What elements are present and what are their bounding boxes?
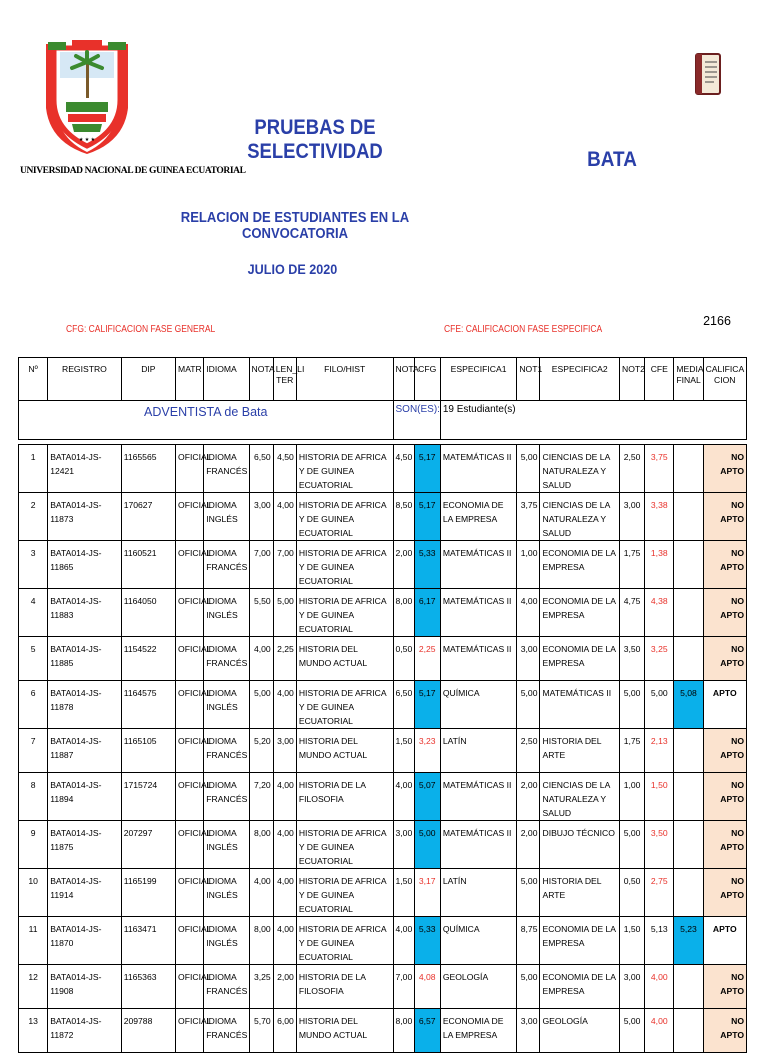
cell-idioma: IDIOMA FRANCÉS bbox=[204, 637, 249, 681]
cell-not1: 3,00 bbox=[517, 1009, 540, 1053]
cell-calificacion: NO APTO bbox=[703, 869, 746, 917]
cell-media-final bbox=[674, 965, 703, 1009]
cell-nota: 8,00 bbox=[249, 821, 273, 869]
cell-especifica2: CIENCIAS DE LA NATURALEZA Y SALUD bbox=[540, 493, 620, 541]
cell-nota: 3,25 bbox=[249, 965, 273, 1009]
cell-media-final bbox=[674, 445, 703, 493]
cell-filo-hist: HISTORIA DE AFRICA Y DE GUINEA ECUATORIAL bbox=[296, 541, 393, 589]
cell-nota: 4,00 bbox=[249, 869, 273, 917]
col-header-calificacion bbox=[703, 358, 746, 401]
row-number: 10 bbox=[19, 869, 48, 917]
col-header-cfe: CFE bbox=[645, 358, 674, 401]
cell-idioma: IDIOMA FRANCÉS bbox=[204, 965, 249, 1009]
col-header-cfg: CFG bbox=[414, 358, 440, 401]
cell-not1: 5,00 bbox=[517, 869, 540, 917]
cell-cfe: 2,13 bbox=[645, 729, 674, 773]
cell-especifica2: ECONOMIA DE LA EMPRESA bbox=[540, 541, 620, 589]
table-row bbox=[19, 1009, 747, 1053]
cell-len-liter: 4,50 bbox=[273, 445, 296, 493]
cell-nota2: 4,50 bbox=[393, 445, 414, 493]
cell-registro: BATA014-JS-11894 bbox=[48, 773, 122, 821]
cell-registro: BATA014-JS-11878 bbox=[48, 681, 122, 729]
cell-dip: 1165199 bbox=[121, 869, 175, 917]
row-number: 3 bbox=[19, 541, 48, 589]
cell-nota2: 3,00 bbox=[393, 821, 414, 869]
cell-idioma: IDIOMA INGLÉS bbox=[204, 869, 249, 917]
table-row bbox=[19, 821, 747, 869]
table-row bbox=[19, 917, 747, 965]
cell-registro: BATA014-JS-11875 bbox=[48, 821, 122, 869]
cell-calificacion: NO APTO bbox=[703, 637, 746, 681]
cell-idioma: IDIOMA FRANCÉS bbox=[204, 1009, 249, 1053]
cell-idioma: IDIOMA FRANCÉS bbox=[204, 541, 249, 589]
table-row bbox=[19, 681, 747, 729]
total-count: 2166 bbox=[703, 314, 731, 328]
cell-media-final bbox=[674, 729, 703, 773]
cell-filo-hist: HISTORIA DE LA FILOSOFIA bbox=[296, 965, 393, 1009]
cell-len-liter: 2,25 bbox=[273, 637, 296, 681]
cell-not2: 5,00 bbox=[620, 1009, 645, 1053]
table-row bbox=[19, 729, 747, 773]
cell-nota: 7,20 bbox=[249, 773, 273, 821]
cell-media-final bbox=[674, 773, 703, 821]
cell-especifica2: GEOLOGÍA bbox=[540, 1009, 620, 1053]
cell-matr: OFICIAL bbox=[176, 681, 204, 729]
cell-nota2: 0,50 bbox=[393, 637, 414, 681]
cell-cfg: 3,17 bbox=[414, 869, 440, 917]
cell-dip: 1163471 bbox=[121, 917, 175, 965]
cell-nota2: 1,50 bbox=[393, 729, 414, 773]
cell-len-liter: 4,00 bbox=[273, 681, 296, 729]
cell-nota2: 7,00 bbox=[393, 965, 414, 1009]
cell-calificacion: APTO bbox=[703, 917, 746, 965]
header-line: CALIFICA bbox=[705, 364, 745, 374]
cell-cfe: 3,38 bbox=[645, 493, 674, 541]
cfe-legend: CFE: CALIFICACION FASE ESPECIFICA bbox=[444, 324, 603, 335]
table-row bbox=[19, 493, 747, 541]
cfg-legend: CFG: CALIFICACION FASE GENERAL bbox=[66, 324, 216, 335]
cell-filo-hist: HISTORIA DE AFRICA Y DE GUINEA ECUATORIAL bbox=[296, 869, 393, 917]
col-header-especifica2: ESPECIFICA2 bbox=[540, 358, 620, 401]
cell-idioma: IDIOMA FRANCÉS bbox=[204, 729, 249, 773]
cell-nota: 7,00 bbox=[249, 541, 273, 589]
cell-nota: 5,70 bbox=[249, 1009, 273, 1053]
cell-filo-hist: HISTORIA DEL MUNDO ACTUAL bbox=[296, 729, 393, 773]
cell-cfg: 5,17 bbox=[414, 493, 440, 541]
cell-nota: 5,00 bbox=[249, 681, 273, 729]
cell-media-final bbox=[674, 821, 703, 869]
cell-cfg: 5,07 bbox=[414, 773, 440, 821]
cell-registro: BATA014-JS-12421 bbox=[48, 445, 122, 493]
cell-not1: 2,50 bbox=[517, 729, 540, 773]
cell-media-final: 5,08 bbox=[674, 681, 703, 729]
cell-filo-hist: HISTORIA DEL MUNDO ACTUAL bbox=[296, 1009, 393, 1053]
cell-especifica2: HISTORIA DEL ARTE bbox=[540, 869, 620, 917]
cell-cfg: 4,08 bbox=[414, 965, 440, 1009]
cell-nota: 5,20 bbox=[249, 729, 273, 773]
page-subtitle: RELACION DE ESTUDIANTES EN LA CONVOCATORIA bbox=[180, 210, 410, 242]
col-header-matr: MATR bbox=[176, 358, 204, 401]
cell-not1: 2,00 bbox=[517, 821, 540, 869]
cell-not1: 5,00 bbox=[517, 681, 540, 729]
cell-nota2: 1,50 bbox=[393, 869, 414, 917]
table-row bbox=[19, 589, 747, 637]
cell-registro: BATA014-JS-11914 bbox=[48, 869, 122, 917]
cell-media-final bbox=[674, 637, 703, 681]
cell-nota: 3,00 bbox=[249, 493, 273, 541]
cell-len-liter: 4,00 bbox=[273, 917, 296, 965]
cell-cfe: 1,38 bbox=[645, 541, 674, 589]
cell-dip: 1154522 bbox=[121, 637, 175, 681]
col-header-especifica1: ESPECIFICA1 bbox=[440, 358, 517, 401]
cell-matr: OFICIAL bbox=[176, 493, 204, 541]
table-row bbox=[19, 869, 747, 917]
cell-cfe: 5,00 bbox=[645, 681, 674, 729]
cell-cfg: 5,17 bbox=[414, 681, 440, 729]
cell-calificacion: NO APTO bbox=[703, 1009, 746, 1053]
cell-cfe: 3,50 bbox=[645, 821, 674, 869]
cell-registro: BATA014-JS-11885 bbox=[48, 637, 122, 681]
cell-idioma: IDIOMA INGLÉS bbox=[204, 493, 249, 541]
row-number: 6 bbox=[19, 681, 48, 729]
cell-nota2: 4,00 bbox=[393, 773, 414, 821]
cell-cfe: 4,38 bbox=[645, 589, 674, 637]
cell-calificacion: NO APTO bbox=[703, 773, 746, 821]
col-header-dip: DIP bbox=[121, 358, 175, 401]
col-header-nota: NOTA bbox=[249, 358, 273, 401]
cell-cfg: 5,33 bbox=[414, 541, 440, 589]
cell-registro: BATA014-JS-11887 bbox=[48, 729, 122, 773]
cell-not1: 5,00 bbox=[517, 445, 540, 493]
cell-calificacion: NO APTO bbox=[703, 541, 746, 589]
cell-especifica2: HISTORIA DEL ARTE bbox=[540, 729, 620, 773]
cell-media-final: 5,23 bbox=[674, 917, 703, 965]
cell-especifica2: CIENCIAS DE LA NATURALEZA Y SALUD bbox=[540, 445, 620, 493]
row-number: 4 bbox=[19, 589, 48, 637]
cell-especifica1: MATEMÁTICAS II bbox=[440, 589, 517, 637]
cell-nota: 6,50 bbox=[249, 445, 273, 493]
cell-nota2: 6,50 bbox=[393, 681, 414, 729]
cell-not1: 5,00 bbox=[517, 965, 540, 1009]
cell-especifica1: LATÍN bbox=[440, 729, 517, 773]
cell-matr: OFICIAL bbox=[176, 917, 204, 965]
cell-cfe: 1,50 bbox=[645, 773, 674, 821]
cell-filo-hist: HISTORIA DEL MUNDO ACTUAL bbox=[296, 637, 393, 681]
university-name: UNIVERSIDAD NACIONAL DE GUINEA ECUATORIAL bbox=[20, 166, 246, 176]
cell-registro: BATA014-JS-11870 bbox=[48, 917, 122, 965]
cell-media-final bbox=[674, 493, 703, 541]
cell-not1: 2,00 bbox=[517, 773, 540, 821]
cell-media-final bbox=[674, 541, 703, 589]
cell-filo-hist: HISTORIA DE LA FILOSOFIA bbox=[296, 773, 393, 821]
cell-not2: 0,50 bbox=[620, 869, 645, 917]
cell-especifica2: MATEMÁTICAS II bbox=[540, 681, 620, 729]
cell-especifica1: MATEMÁTICAS II bbox=[440, 637, 517, 681]
row-number: 7 bbox=[19, 729, 48, 773]
cell-calificacion: NO APTO bbox=[703, 965, 746, 1009]
cell-len-liter: 4,00 bbox=[273, 773, 296, 821]
col-header-filo-hist: FILO/HIST bbox=[296, 358, 393, 401]
header-line: MEDIA bbox=[676, 364, 704, 374]
cell-especifica1: MATEMÁTICAS II bbox=[440, 445, 517, 493]
cell-especifica2: DIBUJO TÉCNICO bbox=[540, 821, 620, 869]
group-student-count: 19 Estudiante(s) bbox=[440, 401, 746, 440]
cell-cfg: 5,00 bbox=[414, 821, 440, 869]
students-table bbox=[18, 357, 747, 1053]
cell-calificacion: APTO bbox=[703, 681, 746, 729]
col-header-media-final bbox=[674, 358, 703, 401]
cell-filo-hist: HISTORIA DE AFRICA Y DE GUINEA ECUATORIAL bbox=[296, 681, 393, 729]
cell-not2: 3,00 bbox=[620, 493, 645, 541]
row-number: 5 bbox=[19, 637, 48, 681]
cell-not2: 3,00 bbox=[620, 965, 645, 1009]
cell-nota: 5,50 bbox=[249, 589, 273, 637]
city-label: BATA bbox=[587, 148, 637, 171]
cell-len-liter: 2,00 bbox=[273, 965, 296, 1009]
row-number: 9 bbox=[19, 821, 48, 869]
session-date: JULIO DE 2020 bbox=[247, 261, 338, 277]
cell-especifica2: ECONOMIA DE LA EMPRESA bbox=[540, 589, 620, 637]
col-header-not1: NOT1 bbox=[517, 358, 540, 401]
cell-cfg: 2,25 bbox=[414, 637, 440, 681]
cell-nota: 4,00 bbox=[249, 637, 273, 681]
cell-not2: 1,00 bbox=[620, 773, 645, 821]
col-header-no: Nº bbox=[19, 358, 48, 401]
cell-not2: 5,00 bbox=[620, 681, 645, 729]
header-line: CION bbox=[714, 375, 736, 385]
cell-idioma: IDIOMA FRANCÉS bbox=[204, 445, 249, 493]
cell-nota2: 8,00 bbox=[393, 589, 414, 637]
cell-especifica1: MATEMÁTICAS II bbox=[440, 773, 517, 821]
cell-dip: 1165363 bbox=[121, 965, 175, 1009]
cell-filo-hist: HISTORIA DE AFRICA Y DE GUINEA ECUATORIAL bbox=[296, 917, 393, 965]
cell-dip: 209788 bbox=[121, 1009, 175, 1053]
cell-len-liter: 6,00 bbox=[273, 1009, 296, 1053]
row-number: 11 bbox=[19, 917, 48, 965]
cell-media-final bbox=[674, 1009, 703, 1053]
cell-matr: OFICIAL bbox=[176, 589, 204, 637]
cell-calificacion: NO APTO bbox=[703, 821, 746, 869]
cell-not1: 3,75 bbox=[517, 493, 540, 541]
cell-especifica2: CIENCIAS DE LA NATURALEZA Y SALUD bbox=[540, 773, 620, 821]
cell-dip: 207297 bbox=[121, 821, 175, 869]
cell-len-liter: 4,00 bbox=[273, 493, 296, 541]
cell-especifica1: ECONOMIA DE LA EMPRESA bbox=[440, 493, 517, 541]
cell-not2: 1,75 bbox=[620, 729, 645, 773]
cell-filo-hist: HISTORIA DE AFRICA Y DE GUINEA ECUATORIAL bbox=[296, 821, 393, 869]
cell-especifica1: LATÍN bbox=[440, 869, 517, 917]
book-icon[interactable] bbox=[694, 52, 722, 96]
cell-dip: 1160521 bbox=[121, 541, 175, 589]
cell-dip: 1165565 bbox=[121, 445, 175, 493]
row-number: 12 bbox=[19, 965, 48, 1009]
cell-calificacion: NO APTO bbox=[703, 493, 746, 541]
cell-calificacion: NO APTO bbox=[703, 729, 746, 773]
col-header-idioma: IDIOMA bbox=[204, 358, 249, 401]
table-header-row bbox=[19, 358, 747, 401]
table-row bbox=[19, 541, 747, 589]
cell-matr: OFICIAL bbox=[176, 541, 204, 589]
cell-cfg: 6,17 bbox=[414, 589, 440, 637]
cell-cfe: 2,75 bbox=[645, 869, 674, 917]
cell-media-final bbox=[674, 869, 703, 917]
col-header-len-liter bbox=[273, 358, 305, 401]
header-line: LEN_LI bbox=[275, 364, 305, 374]
cell-nota2: 4,00 bbox=[393, 917, 414, 965]
cell-not1: 1,00 bbox=[517, 541, 540, 589]
cell-nota2: 8,00 bbox=[393, 1009, 414, 1053]
cell-nota: 8,00 bbox=[249, 917, 273, 965]
cell-especifica1: QUÍMICA bbox=[440, 681, 517, 729]
cell-calificacion: NO APTO bbox=[703, 445, 746, 493]
cell-filo-hist: HISTORIA DE AFRICA Y DE GUINEA ECUATORIAL bbox=[296, 445, 393, 493]
cell-cfe: 4,00 bbox=[645, 1009, 674, 1053]
cell-nota2: 8,50 bbox=[393, 493, 414, 541]
cell-registro: BATA014-JS-11873 bbox=[48, 493, 122, 541]
cell-idioma: IDIOMA FRANCÉS bbox=[204, 773, 249, 821]
cell-matr: OFICIAL bbox=[176, 729, 204, 773]
cell-dip: 1164050 bbox=[121, 589, 175, 637]
university-crest-icon bbox=[42, 38, 132, 154]
row-number: 1 bbox=[19, 445, 48, 493]
group-row bbox=[19, 401, 747, 440]
cell-len-liter: 3,00 bbox=[273, 729, 296, 773]
col-header-registro: REGISTRO bbox=[48, 358, 122, 401]
cell-cfe: 3,75 bbox=[645, 445, 674, 493]
cell-matr: OFICIAL bbox=[176, 821, 204, 869]
header-line: TER bbox=[276, 375, 294, 385]
cell-len-liter: 7,00 bbox=[273, 541, 296, 589]
cell-especifica1: ECONOMIA DE LA EMPRESA bbox=[440, 1009, 517, 1053]
cell-nota2: 2,00 bbox=[393, 541, 414, 589]
cell-idioma: IDIOMA INGLÉS bbox=[204, 917, 249, 965]
table-row bbox=[19, 445, 747, 493]
cell-dip: 170627 bbox=[121, 493, 175, 541]
cell-dip: 1715724 bbox=[121, 773, 175, 821]
cell-cfg: 3,23 bbox=[414, 729, 440, 773]
cell-len-liter: 4,00 bbox=[273, 821, 296, 869]
cell-matr: OFICIAL bbox=[176, 445, 204, 493]
table-row bbox=[19, 965, 747, 1009]
cell-especifica1: MATEMÁTICAS II bbox=[440, 821, 517, 869]
cell-cfe: 3,25 bbox=[645, 637, 674, 681]
group-son-label: SON(ES): bbox=[393, 401, 440, 440]
cell-not1: 8,75 bbox=[517, 917, 540, 965]
cell-not2: 2,50 bbox=[620, 445, 645, 493]
row-number: 8 bbox=[19, 773, 48, 821]
col-header-not2: NOT2 bbox=[620, 358, 645, 401]
cell-not2: 4,75 bbox=[620, 589, 645, 637]
cell-cfg: 5,33 bbox=[414, 917, 440, 965]
cell-idioma: IDIOMA INGLÉS bbox=[204, 821, 249, 869]
cell-especifica1: QUÍMICA bbox=[440, 917, 517, 965]
cell-len-liter: 5,00 bbox=[273, 589, 296, 637]
cell-matr: OFICIAL bbox=[176, 637, 204, 681]
row-number: 13 bbox=[19, 1009, 48, 1053]
cell-not2: 5,00 bbox=[620, 821, 645, 869]
cell-not1: 3,00 bbox=[517, 637, 540, 681]
row-number: 2 bbox=[19, 493, 48, 541]
cell-cfg: 6,57 bbox=[414, 1009, 440, 1053]
cell-especifica2: ECONOMIA DE LA EMPRESA bbox=[540, 637, 620, 681]
cell-registro: BATA014-JS-11908 bbox=[48, 965, 122, 1009]
cell-registro: BATA014-JS-11883 bbox=[48, 589, 122, 637]
cell-registro: BATA014-JS-11872 bbox=[48, 1009, 122, 1053]
cell-especifica2: ECONOMIA DE LA EMPRESA bbox=[540, 917, 620, 965]
cell-dip: 1164575 bbox=[121, 681, 175, 729]
cell-len-liter: 4,00 bbox=[273, 869, 296, 917]
cell-matr: OFICIAL bbox=[176, 965, 204, 1009]
svg-text:★ ★ ★: ★ ★ ★ bbox=[78, 137, 96, 143]
page-title: PRUEBAS DE SELECTIVIDAD bbox=[247, 116, 383, 163]
cell-dip: 1165105 bbox=[121, 729, 175, 773]
cell-cfe: 5,13 bbox=[645, 917, 674, 965]
school-name: ADVENTISTA de Bata bbox=[19, 401, 394, 440]
cell-media-final bbox=[674, 589, 703, 637]
cell-matr: OFICIAL bbox=[176, 773, 204, 821]
cell-cfe: 4,00 bbox=[645, 965, 674, 1009]
cell-matr: OFICIAL bbox=[176, 1009, 204, 1053]
cell-registro: BATA014-JS-11865 bbox=[48, 541, 122, 589]
cell-cfg: 5,17 bbox=[414, 445, 440, 493]
cell-especifica2: ECONOMIA DE LA EMPRESA bbox=[540, 965, 620, 1009]
col-header-nota2: NOTA bbox=[393, 358, 414, 401]
header-line: FINAL bbox=[676, 375, 701, 385]
table-row bbox=[19, 773, 747, 821]
cell-idioma: IDIOMA INGLÉS bbox=[204, 681, 249, 729]
cell-filo-hist: HISTORIA DE AFRICA Y DE GUINEA ECUATORIAL bbox=[296, 589, 393, 637]
cell-not2: 1,75 bbox=[620, 541, 645, 589]
table-row bbox=[19, 637, 747, 681]
cell-filo-hist: HISTORIA DE AFRICA Y DE GUINEA ECUATORIAL bbox=[296, 493, 393, 541]
cell-not2: 3,50 bbox=[620, 637, 645, 681]
cell-especifica1: GEOLOGÍA bbox=[440, 965, 517, 1009]
cell-matr: OFICIAL bbox=[176, 869, 204, 917]
cell-idioma: IDIOMA INGLÉS bbox=[204, 589, 249, 637]
cell-not2: 1,50 bbox=[620, 917, 645, 965]
cell-calificacion: NO APTO bbox=[703, 589, 746, 637]
cell-not1: 4,00 bbox=[517, 589, 540, 637]
cell-especifica1: MATEMÁTICAS II bbox=[440, 541, 517, 589]
